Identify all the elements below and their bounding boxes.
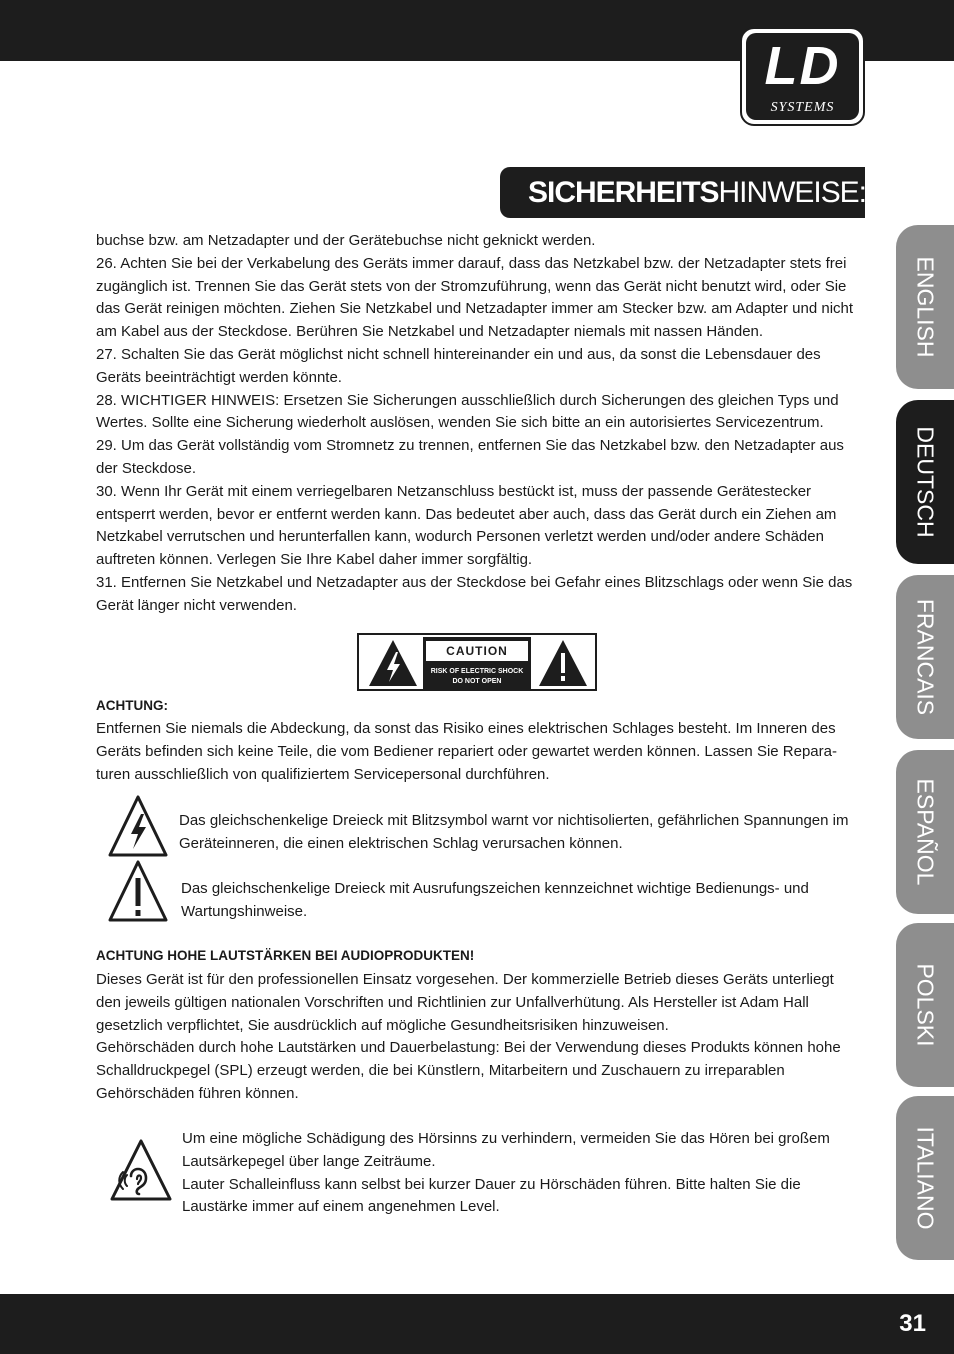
paragraph-26: 26. Achten Sie bei der Verkabelung des Geräts immer darauf, dass das Netzkabel bzw. der Netzadapter stets frei zugänglich ist. Trennen Sie das Gerät stets von der Stromzuführung, wenn das Gerät nicht benutzt wird, oder Sie das Gerät reinigen möchten. Ziehen Sie Netzkabel und Netzadapter immer am Stecker bzw. am Adapter und nicht am Kabel aus der Steckdose. Berühren Sie Netzkabel und Netzadapter niemals mit nassen Händen.: [96, 254, 854, 341]
title-light: HINWEISE:: [718, 176, 867, 209]
volume-paragraph-2: Gehörschäden durch hohe Lautstärken und Dauerbelastung: Bei der Verwendung dieses Produkts können hohe Schalldruckpegel (SPL) erzeugt werden, die bei Künstlern, Mitarbeitern und Zuschauern zu irreparablen Gehörschäden führen können.: [96, 1039, 841, 1102]
tab-espanol-label: ESPAÑOL: [912, 778, 939, 886]
tab-francais[interactable]: [896, 575, 954, 739]
exclamation-symbol-text: Das gleichschenkelige Dreieck mit Ausrufungszeichen kennzeichnet wichtige Bedienungs- und Wartungshinweise.: [181, 880, 809, 920]
hearing-text: [182, 1128, 854, 1219]
achtung-text: Entfernen Sie niemals die Abdeckung, da sonst das Risiko eines elektrischen Schlages besteht. Im Inneren des Geräts befinden sich keine Teile, die vom Bediener repariert oder gewartet werden können. Lassen Sie Repara-turen ausschließlich von qualifiziertem Servicepersonal durchführen.: [96, 720, 837, 783]
paragraph-31: 31. Entfernen Sie Netzkabel und Netzadapter aus der Steckdose bei Gefahr eines Blitzschlags oder wenn Sie das Gerät länger nicht verwenden.: [96, 573, 853, 614]
volume-heading: ACHTUNG HOHE LAUTSTÄRKEN BEI AUDIOPRODUKTEN!: [96, 948, 475, 963]
hearing-line-2: Lauter Schalleinfluss kann selbst bei kurzer Dauer zu Hörschäden führen. Bitte halten Sie die Laustärke immer auf einem angenehmen Level.: [182, 1175, 801, 1216]
caution-line-1: RISK OF ELECTRIC SHOCK: [430, 668, 524, 675]
title-bold: SICHERHEITS: [528, 176, 719, 209]
paragraph-25-continued: buchse bzw. am Netzadapter und der Gerätebuchse nicht geknickt werden.: [96, 232, 596, 249]
achtung-heading: ACHTUNG:: [96, 698, 168, 713]
ld-systems-logo: [740, 27, 865, 126]
lightning-symbol-text: Das gleichschenkelige Dreieck mit Blitzsymbol warnt vor nichtisolierten, gefährlichen Spannungen im Geräteinneren, die einen elektrischen Schlag verursachen können.: [179, 812, 849, 852]
footer-bar: [0, 1294, 954, 1354]
paragraph-27: 27. Schalten Sie das Gerät möglichst nicht schnell hintereinander ein und aus, da sonst die Lebensdauer des Geräts beeinträchtigt werden könnte.: [96, 345, 821, 386]
tab-polski[interactable]: [896, 923, 954, 1087]
tab-espanol[interactable]: [896, 750, 954, 914]
page-title: [500, 167, 865, 218]
tab-english-label: ENGLISH: [912, 256, 939, 358]
tab-polski-label: POLSKI: [912, 963, 939, 1047]
caution-subtext: [423, 667, 531, 687]
tab-deutsch[interactable]: [896, 400, 954, 564]
caution-title: CAUTION: [425, 640, 529, 662]
page-number: 31: [899, 1310, 926, 1337]
volume-paragraph-1: Dieses Gerät ist für den professionellen Einsatz vorgesehen. Der kommerzielle Betrieb dieses Geräts unterliegt den jeweils gültigen nationalen Vorschriften und Richtlinien zur Unfallverhütung. Als Hersteller ist Adam Hall gesetzlich verpflichtet, Sie ausdrücklich auf mögliche Gesundheitsrisiken hinzuweisen.: [96, 971, 834, 1034]
caution-line-2: DO NOT OPEN: [452, 678, 502, 685]
logo-systems-text: SYSTEMS: [770, 100, 835, 115]
volume-text: [96, 969, 856, 1106]
exclamation-triangle-icon: [537, 638, 589, 688]
logo-ld-text: LD: [764, 36, 841, 96]
safety-instructions: [96, 230, 856, 618]
lightning-warning-icon: [107, 794, 169, 858]
lightning-triangle-icon: [367, 638, 419, 688]
tab-francais-label: FRANCAIS: [912, 598, 939, 716]
caution-center-panel: [423, 637, 531, 689]
exclamation-warning-icon: [107, 859, 169, 923]
tab-italiano-label: ITALIANO: [912, 1126, 939, 1230]
paragraph-30: 30. Wenn Ihr Gerät mit einem verriegelbaren Netzanschluss bestückt ist, muss der passende Gerätestecker entsperrt werden, bevor er entfernt werden kann. Das bedeutet aber auch, dass das Gerät durch ein Ziehen am Netzkabel verrutschen und herunterfallen kann, wodurch Personen verletzt werden und/oder andere Schäden auftreten können. Verlegen Sie Ihre Kabel daher immer sorgfältig.: [96, 482, 837, 569]
hearing-warning-icon: [109, 1138, 173, 1202]
tab-italiano[interactable]: [896, 1096, 954, 1260]
hearing-line-1: Um eine mögliche Schädigung des Hörsinns zu verhindern, vermeiden Sie das Hören bei großem Lautsärkepegel über lange Zeiträume.: [182, 1130, 830, 1170]
paragraph-29: 29. Um das Gerät vollständig vom Stromnetz zu trennen, entfernen Sie das Netzkabel bzw. den Netzadapter aus der Steckdose.: [96, 437, 844, 477]
tab-deutsch-label: DEUTSCH: [912, 426, 939, 538]
caution-label: [357, 633, 597, 691]
paragraph-28: 28. WICHTIGER HINWEIS: Ersetzen Sie Sicherungen ausschließlich durch Sicherungen des gleichen Typs und Wertes. Sollte eine Sicherung wiederholt auslösen, wenden Sie sich bitte an ein autorisiertes Servicezentrum.: [96, 391, 839, 432]
tab-english[interactable]: [896, 225, 954, 389]
